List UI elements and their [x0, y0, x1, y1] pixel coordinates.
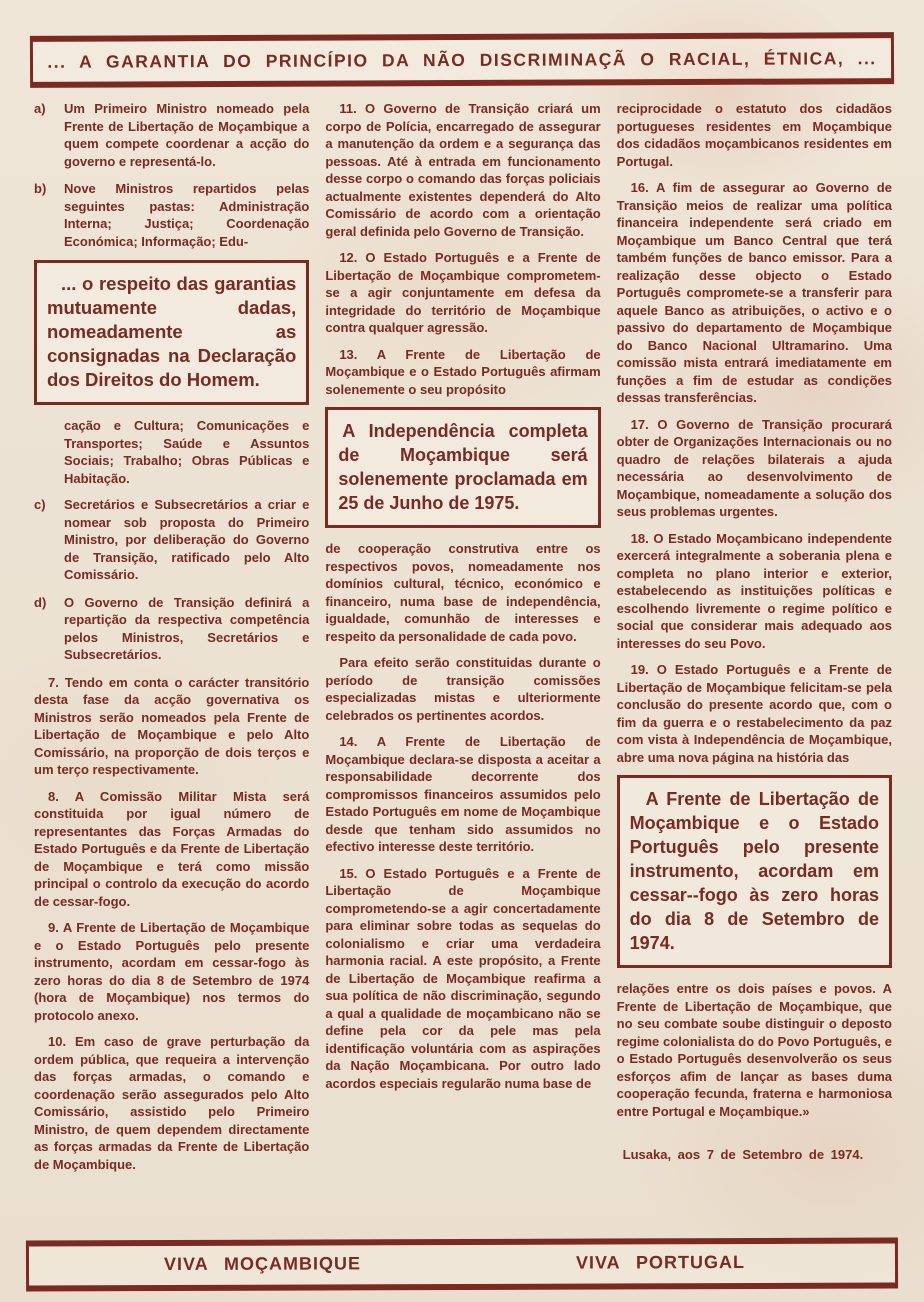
clause-19: 19. O Estado Português e a Frente de Libertação de Moçambique felicitam-se pela conclusão do presente acordo que, com o fim da guerra e o restabelecimento da paz com vista à Independência de Moçambique, abre uma nova página na história das	[616, 662, 892, 765]
document-columns	[0, 86, 924, 1182]
list-item-a	[34, 100, 309, 170]
list-item-b-label: b)	[34, 181, 47, 196]
clause-12: 12. O Estado Português e a Frente de Libertação de Moçambique comprometem-se a agir conjuntamente em defesa da integridade do território de Moçambique contra qualquer agressão.	[325, 250, 601, 335]
list-item-d-label: d)	[34, 594, 47, 610]
pullquote-human-rights: ... o respeito das garantias mutuamente dadas, nomeadamente as consignadas na Declaração dos Direitos do Homem.	[34, 260, 309, 405]
top-banner	[30, 32, 894, 88]
list-item-b-text: Nove Ministros repartidos pelas seguintes pastas: Administração Interna; Justiça; Coordenação Económica; Informação; Edu-	[64, 181, 310, 249]
pullquote-independence-date: A Independência completa de Moçambique será solenemente proclamada em 25 de Junho de 1975.	[325, 407, 600, 528]
list-item-b	[34, 180, 309, 250]
clause-17: 17. O Governo de Transição procurará obter de Organizações Internacionais ou no quadro de relações bilaterais a ajuda necessária ao desenvolvimento de Moçambique, nomeadamente a solução dos seus problemas urgentes.	[616, 416, 892, 519]
clause-16: 16. A fim de assegurar ao Governo de Transição meios de realizar uma política financeira independente será criado em Moçambique um Banco Central que terá também funções de banco emissor. Para a realização desse objecto o Estado Português compromete-se a transferir para aquele Banco as atribuições, o activo e o passivo do departamento de Moçambique do Banco Nacional Ultramarino. Uma comissão mista entrará imediatamente em funções a fim de estudar as condições dessas transferências.	[616, 180, 892, 405]
clause-9: 9. A Frente de Libertação de Moçambique e o Estado Português pelo presente instrumento, acordam em cessar-fogo às zero horas do dia 8 de Setembro de 1974 (hora de Moçambique) nos termos do protocolo anexo.	[34, 920, 310, 1023]
clause-15-continuation: reciprocidade o estatuto dos cidadãos portugueses residentes em Moçambique dos cidadãos moçambicanos residentes em Portugal.	[616, 101, 892, 169]
list-item-c	[34, 496, 309, 584]
clause-18: 18. O Estado Moçambicano independente exercerá integralmente a soberania plena e completa no plano interior e exterior, estabelecendo as instituições políticas e escolhendo livremente o regime político e social que considerar mais adequado aos interesses do seu Povo.	[616, 530, 892, 651]
clause-14: 14. A Frente de Libertação de Moçambique declara-se disposta a aceitar a responsabilidade decorrente dos compromissos financeiros assumidos pelo Estado Português em nome de Moçambique desde que tenham sido assumidos no efectivo interesse deste território.	[325, 734, 601, 854]
clause-13-continuation: de cooperação construtiva entre os respectivos povos, nomeadamente nos domínios cultural, técnico, económico e financeiro, numa base de independência, igualdade, comunhão de interesses e respeito da personalidade de cada povo.	[325, 541, 601, 644]
column-left	[34, 100, 309, 1182]
clause-15: 15. O Estado Português e a Frente de Libertação de Moçambique comprometendo-se a agir concertadamente para eliminar sobre todas as sequelas do colonialismo e criar uma verdadeira harmonia racial. A este propósito, a Frente de Libertação de Moçambique reafirma a sua política de não discriminação, segundo a qual a qualidade de moçambicano não se define pela cor da pele mas pela identificação voluntária com as aspirações da Nação Moçambicana. Por outro lado acordos especiais regularão numa base de	[325, 865, 601, 1091]
bottom-banner	[26, 1237, 898, 1291]
list-item-c-text: Secretários e Subsecretários a criar e nomear sob proposta do Primeiro Ministro, por deliberação do Governo de Transição, ratificado pelo Alto Comissário.	[64, 497, 310, 582]
list-item-a-label: a)	[34, 101, 46, 116]
clause-10: 10. Em caso de grave perturbação da ordem pública, que requeira a intervenção das forças armadas, o comando e coordenação serão assegurados pelo Alto Comissário, assistido pelo Primeiro Ministro, de quem dependem directamente as forças armadas da Frente de Libertação de Moçambique.	[34, 1034, 310, 1172]
list-item-d-text: O Governo de Transição definirá a repartição da respectiva competência pelos Ministros, Secretários e Subsecretários.	[64, 594, 310, 662]
slogan-viva-portugal: VIVA PORTUGAL	[575, 1252, 746, 1273]
clause-19-continuation: relações entre os dois países e povos. A Frente de Libertação de Moçambique, que no seu combate soube distinguir o deposto regime colonialista do do Povo Português, e o Estado Português desenvolverão os seus esforços afim de lançar as bases duma cooperação fecunda, fraterna e harmoniosa entre Portugal e Moçambique.»	[616, 981, 892, 1119]
clause-11: 11. O Governo de Transição criará um corpo de Polícia, encarregado de assegurar a manutenção da ordem e a segurança das pessoas. Até à entrada em funcionamento desse corpo o comando das forças policiais actualmente existentes dependerá do Alto Comissário de acordo com a orientação geral definida pelo Governo de Transição.	[325, 101, 601, 239]
clause-13b: Para efeito serão constituidas durante o período de transição comissões especializadas mistas e ulteriormente celebrados os pertinentes acordos.	[325, 655, 601, 723]
column-right	[617, 100, 892, 1182]
list-item-b-continuation: cação e Cultura; Comunicações e Transportes; Saúde e Assuntos Sociais; Trabalho; Obras Públicas e Habitação.	[64, 418, 310, 486]
clause-7: 7. Tendo em conta o carácter transitório desta fase da acção governativa os Ministros serão nomeados pela Frente de Libertação de Moçambique e pelo Alto Comissário, na proporção de dois terços e um terço respectivamente.	[34, 674, 310, 777]
list-item-a-text: Um Primeiro Ministro nomeado pela Frente de Libertação de Moçambique a quem compete coordenar a acção do governo e representá-lo.	[64, 101, 310, 169]
pullquote-ceasefire: A Frente de Libertação de Moçambique e o Estado Português pelo presente instrumento, acordam em cessar--fogo às zero horas do dia 8 de Setembro de 1974.	[617, 775, 892, 968]
dateline: Lusaka, aos 7 de Setembro de 1974.	[622, 1147, 864, 1162]
clause-13: 13. A Frente de Libertação de Moçambique e o Estado Português afirmam solenemente o seu propósito	[325, 346, 601, 397]
top-banner-title: ... A GARANTIA DO PRINCÍPIO DA NÃO DISCRIMINAÇÃ O RACIAL, ÉTNICA, ...	[47, 48, 877, 72]
clause-8: 8. A Comissão Militar Mista será constituida por igual número de representantes das Forças Armadas do Estado Português e da Frente de Libertação de Moçambique e terá como missão principal o controlo da execução do acordo de cessar-fogo.	[34, 788, 310, 909]
column-middle	[325, 100, 600, 1182]
slogan-viva-mocambique: VIVA MOÇAMBIQUE	[163, 1253, 362, 1275]
list-item-c-label: c)	[34, 497, 46, 512]
list-item-d	[34, 594, 309, 664]
